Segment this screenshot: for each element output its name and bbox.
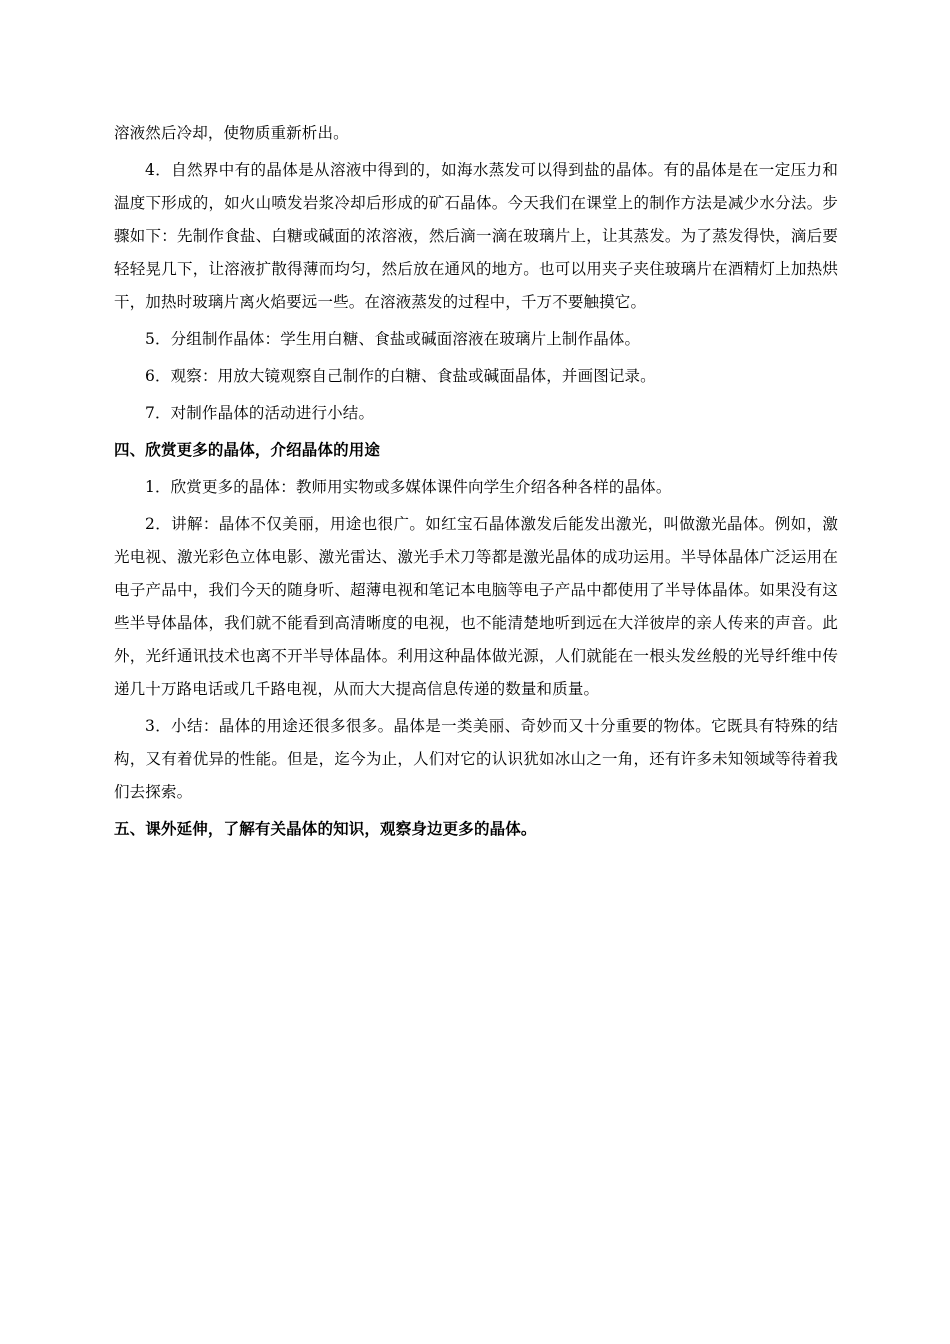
- paragraph-section4-item-1: 1．欣赏更多的晶体：教师用实物或多媒体课件向学生介绍各种各样的晶体。: [145, 478, 672, 496]
- paragraph-step-4: 4．自然界中有的晶体是从溶液中得到的，如海水蒸发可以得到盐的晶体。有的晶体是在一定压力和温度下形成的，如火山喷发岩浆冷却后形成的矿石晶体。今天我们在课堂上的制作方法是减少水分法。步骤如下：先制作食盐、白糖或碱面的浓溶液，然后滴一滴在玻璃片上，让其蒸发。为了蒸发得快，滴后要轻轻晃几下，让溶液扩散得薄而均匀，然后放在通风的地方。也可以用夹子夹住玻璃片在酒精灯上加热烘干，加热时玻璃片离火焰要远一些。在溶液蒸发的过程中，千万不要触摸它。: [114, 161, 838, 311]
- section-heading-5: 五、课外延伸，了解有关晶体的知识，观察身边更多的晶体。: [114, 820, 537, 838]
- paragraph-step-6: 6．观察：用放大镜观察自己制作的白糖、食盐或碱面晶体，并画图记录。: [145, 367, 656, 385]
- paragraph-section4-item-2: 2．讲解：晶体不仅美丽，用途也很广。如红宝石晶体激发后能发出激光，叫做激光晶体。例如，激光电视、激光彩色立体电影、激光雷达、激光手术刀等都是激光晶体的成功运用。半导体晶体广泛运用在电子产品中，我们今天的随身听、超薄电视和笔记本电脑等电子产品中都使用了半导体晶体。如果没有这些半导体晶体，我们就不能看到高清晰度的电视，也不能清楚地听到远在大洋彼岸的亲人传来的声音。此外，光纤通讯技术也离不开半导体晶体。利用这种晶体做光源，人们就能在一根头发丝般的光导纤维中传递几十万路电话或几千路电视，从而大大提高信息传递的数量和质量。: [114, 515, 838, 698]
- paragraph-step-5: 5．分组制作晶体：学生用白糖、食盐或碱面溶液在玻璃片上制作晶体。: [145, 330, 641, 348]
- paragraph-section4-item-3: 3．小结：晶体的用途还很多很多。晶体是一类美丽、奇妙而又十分重要的物体。它既具有特殊的结构，又有着优异的性能。但是，迄今为止，人们对它的认识犹如冰山之一角，还有许多未知领域等待着我们去探索。: [114, 717, 838, 801]
- paragraph-continuation: 溶液然后冷却，使物质重新析出。: [114, 124, 349, 142]
- document-page: [114, 117, 838, 850]
- paragraph-step-7: 7．对制作晶体的活动进行小结。: [145, 404, 375, 422]
- section-heading-4: 四、欣赏更多的晶体，介绍晶体的用途: [114, 441, 381, 459]
